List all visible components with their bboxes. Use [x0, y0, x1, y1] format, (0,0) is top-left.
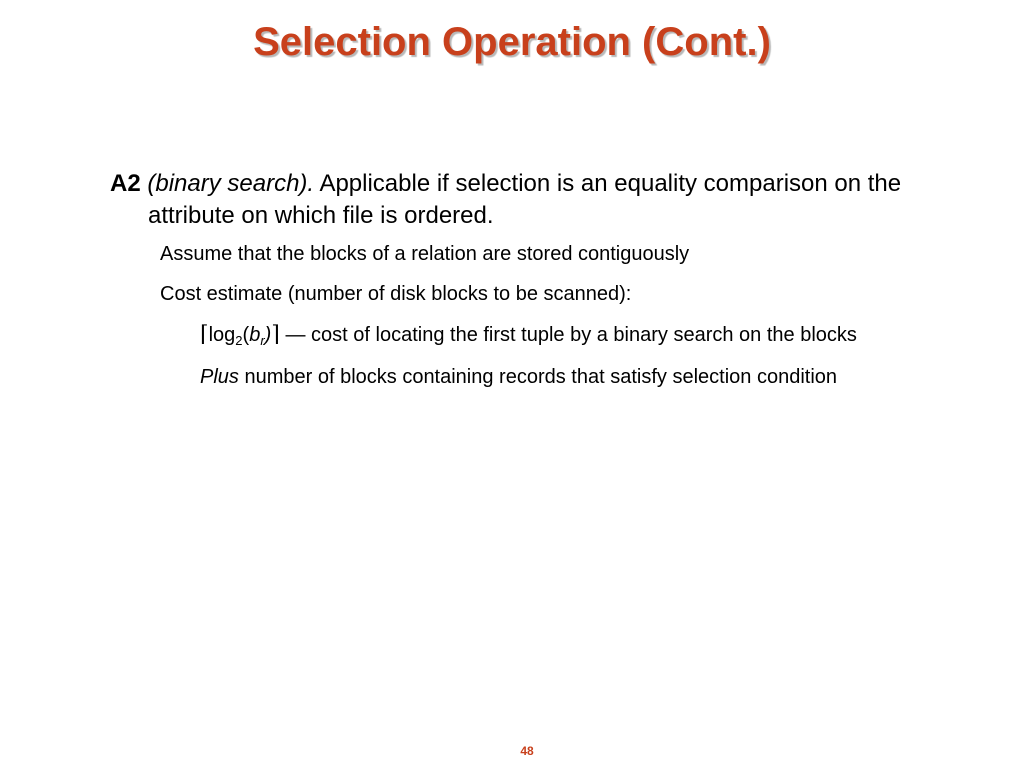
cost-bullet-binary-search-text: — cost of locating the first tuple by a binary search on the blocks	[279, 324, 857, 346]
plus-label: Plus	[200, 366, 239, 388]
ceiling-open-symbol: ⌈	[200, 322, 209, 347]
block-variable: b	[249, 324, 261, 346]
paren-close: )	[264, 324, 272, 346]
cost-bullet-plus	[200, 362, 950, 392]
cost-bullet-plus-text: number of blocks containing records that satisfy selection condition	[238, 366, 838, 388]
block-variable-subscript: r	[260, 333, 265, 348]
sub-bullet-contiguous: Assume that the blocks of a relation are stored contiguously	[160, 243, 690, 265]
page-number: 48	[520, 744, 534, 758]
slide-title: Selection Operation (Cont.)	[253, 20, 771, 64]
sub-bullet-cost-estimate: Cost estimate (number of disk blocks to be scanned):	[160, 283, 632, 305]
log-function: log	[208, 324, 236, 346]
cost-bullet-binary-search	[200, 320, 950, 350]
algorithm-label: A2	[110, 170, 141, 197]
algorithm-description: Applicable if selection is an equality comparison on the attribute on which file is ordered.	[148, 170, 902, 229]
log-base: 2	[235, 333, 243, 348]
algorithm-name: (binary search).	[147, 170, 315, 197]
slide-body	[110, 168, 950, 392]
paren-open: (	[242, 324, 250, 346]
main-bullet	[110, 168, 950, 232]
ceiling-close-symbol: ⌉	[271, 322, 280, 347]
